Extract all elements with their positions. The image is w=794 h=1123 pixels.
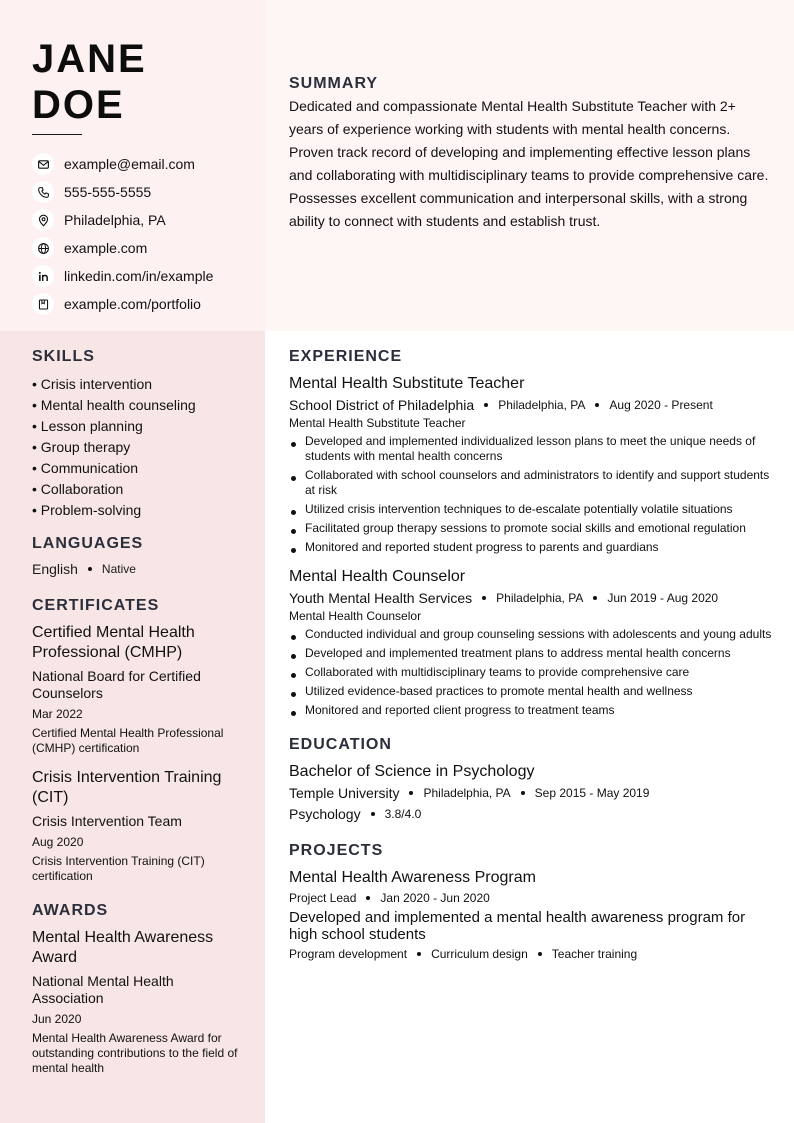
project-description: Developed and implemented a mental health awareness program for high school students <box>289 909 746 943</box>
separator-dot <box>417 952 421 956</box>
job-bullets <box>289 434 774 555</box>
skill-item: • Communication <box>32 460 139 476</box>
summary-heading: SUMMARY <box>289 75 379 92</box>
award-entry <box>32 928 242 1076</box>
job-location: Philadelphia, PA <box>496 591 584 605</box>
sidebar-content <box>32 348 242 1076</box>
certificate-date: Aug 2020 <box>32 835 84 849</box>
skill-item: • Problem-solving <box>32 502 142 518</box>
job-meta <box>289 590 774 606</box>
contact-list <box>32 150 262 318</box>
education-section <box>289 736 774 822</box>
contact-phone-text: 555-555-5555 <box>64 184 152 200</box>
skills-list <box>32 374 242 521</box>
skill-item: • Crisis intervention <box>32 376 153 392</box>
skill-item: • Lesson planning <box>32 418 143 434</box>
project-meta <box>289 891 774 905</box>
contact-location <box>32 206 262 234</box>
job-company: Youth Mental Health Services <box>289 590 473 606</box>
education-field: Psychology <box>289 806 361 822</box>
award-name: Mental Health Awareness Award <box>32 929 214 966</box>
globe-icon <box>32 237 54 259</box>
language-level: Native <box>101 562 136 576</box>
certificate-name: Certified Mental Health Professional (CMHP) <box>32 624 195 661</box>
mail-icon <box>32 153 54 175</box>
certificate-name: Crisis Intervention Training (CIT) <box>32 769 222 806</box>
bullet-item: Utilized evidence-based practices to promote mental health and wellness <box>289 684 774 699</box>
project-dates: Jan 2020 - Jun 2020 <box>380 891 490 905</box>
separator-dot <box>366 896 370 900</box>
job-title: Mental Health Counselor <box>289 568 466 585</box>
contact-linkedin[interactable] <box>32 262 262 290</box>
separator-dot <box>88 567 92 571</box>
skills-heading: SKILLS <box>32 348 95 365</box>
bullet-item: Monitored and reported client progress to treatment teams <box>289 703 774 718</box>
contact-phone[interactable] <box>32 178 262 206</box>
contact-email-text: example@email.com <box>64 156 195 172</box>
experience-section <box>289 348 774 718</box>
separator-dot <box>409 791 413 795</box>
job-bullets <box>289 627 774 718</box>
main-content <box>289 348 774 961</box>
contact-linkedin-text: linkedin.com/in/example <box>64 268 214 284</box>
bullet-item: Collaborated with multidisciplinary teams to provide comprehensive care <box>289 665 774 680</box>
job-entry <box>289 374 774 555</box>
bullet-item: Developed and implemented individualized lesson plans to meet the unique needs of students with mental health concerns <box>289 434 774 464</box>
job-dates: Jun 2019 - Aug 2020 <box>607 591 719 605</box>
contact-portfolio-text: example.com/portfolio <box>64 296 201 312</box>
certificate-entry <box>32 623 242 756</box>
skill-item: • Group therapy <box>32 439 131 455</box>
summary-text: Dedicated and compassionate Mental Health Substitute Teacher with 2+ years of experience working with students with mental health concerns. Proven track record of developing and implementing effective lesson plans and collaborating with multidisciplinary teams to provide comprehensive care. Possesses excellent communication and interpersonal skills, with a strong ability to connect with students and establish trust. <box>289 98 769 229</box>
skills-section <box>32 348 242 521</box>
certificates-heading: CERTIFICATES <box>32 597 160 614</box>
education-dates: Sep 2015 - May 2019 <box>534 786 650 800</box>
bullet-item: Monitored and reported student progress to parents and guardians <box>289 540 774 555</box>
contact-website[interactable] <box>32 234 262 262</box>
bullet-item: Facilitated group therapy sessions to promote social skills and emotional regulation <box>289 521 774 536</box>
certificate-issuer: Crisis Intervention Team <box>32 813 182 829</box>
education-meta <box>289 785 774 801</box>
bullet-item: Conducted individual and group counseling sessions with adolescents and young adults <box>289 627 774 642</box>
certificate-description: Certified Mental Health Professional (CMHP) certification <box>32 726 224 755</box>
contact-email[interactable] <box>32 150 262 178</box>
skill-item: • Collaboration <box>32 481 124 497</box>
contact-portfolio[interactable] <box>32 290 262 318</box>
languages-heading: LANGUAGES <box>32 535 144 552</box>
projects-section <box>289 842 774 961</box>
project-name: Mental Health Awareness Program <box>289 869 536 886</box>
separator-dot <box>595 403 599 407</box>
certificates-section <box>32 597 242 884</box>
education-school: Temple University <box>289 785 400 801</box>
skill-item: • Mental health counseling <box>32 397 196 413</box>
project-tag: Curriculum design <box>431 947 528 961</box>
linkedin-icon <box>32 265 54 287</box>
certificate-description: Crisis Intervention Training (CIT) certification <box>32 854 205 883</box>
last-name: DOE <box>32 83 125 127</box>
certificate-entry <box>32 768 242 884</box>
location-icon <box>32 209 54 231</box>
job-meta <box>289 397 774 413</box>
separator-dot <box>593 596 597 600</box>
bullet-item: Collaborated with school counselors and administrators to identify and support students at risk <box>289 468 774 498</box>
project-tag: Program development <box>289 947 408 961</box>
experience-heading: EXPERIENCE <box>289 348 403 365</box>
name-divider <box>32 134 82 135</box>
education-heading: EDUCATION <box>289 736 392 753</box>
job-entry <box>289 567 774 718</box>
bullet-item: Developed and implemented treatment plans to address mental health concerns <box>289 646 774 661</box>
bullet-item: Utilized crisis intervention techniques to de-escalate potentially volatile situations <box>289 502 774 517</box>
education-degree: Bachelor of Science in Psychology <box>289 763 535 780</box>
education-gpa: 3.8/4.0 <box>384 807 422 821</box>
job-role: Mental Health Counselor <box>289 609 422 623</box>
portfolio-icon <box>32 293 54 315</box>
education-location: Philadelphia, PA <box>423 786 511 800</box>
languages-section <box>32 535 242 577</box>
separator-dot <box>482 596 486 600</box>
job-title: Mental Health Substitute Teacher <box>289 375 525 392</box>
separator-dot <box>371 812 375 816</box>
project-role: Project Lead <box>289 891 357 905</box>
first-name: JANE <box>32 37 147 81</box>
award-description: Mental Health Awareness Award for outstanding contributions to the field of mental health <box>32 1031 238 1075</box>
certificate-issuer: National Board for Certified Counselors <box>32 668 201 701</box>
separator-dot <box>521 791 525 795</box>
awards-heading: AWARDS <box>32 902 109 919</box>
project-tag: Teacher training <box>551 947 638 961</box>
education-field-row <box>289 806 774 822</box>
candidate-name <box>32 36 252 128</box>
job-role: Mental Health Substitute Teacher <box>289 416 466 430</box>
project-tags <box>289 947 774 961</box>
job-company: School District of Philadelphia <box>289 397 475 413</box>
language-name: English <box>32 561 78 577</box>
job-dates: Aug 2020 - Present <box>609 398 713 412</box>
award-date: Jun 2020 <box>32 1012 82 1026</box>
job-location: Philadelphia, PA <box>498 398 586 412</box>
awards-section <box>32 902 242 1076</box>
award-issuer: National Mental Health Association <box>32 973 174 1006</box>
projects-heading: PROJECTS <box>289 842 384 859</box>
separator-dot <box>484 403 488 407</box>
summary-section <box>289 75 769 233</box>
language-row <box>32 561 242 577</box>
contact-website-text: example.com <box>64 240 148 256</box>
separator-dot <box>538 952 542 956</box>
phone-icon <box>32 181 54 203</box>
contact-location-text: Philadelphia, PA <box>64 212 166 228</box>
certificate-date: Mar 2022 <box>32 707 83 721</box>
